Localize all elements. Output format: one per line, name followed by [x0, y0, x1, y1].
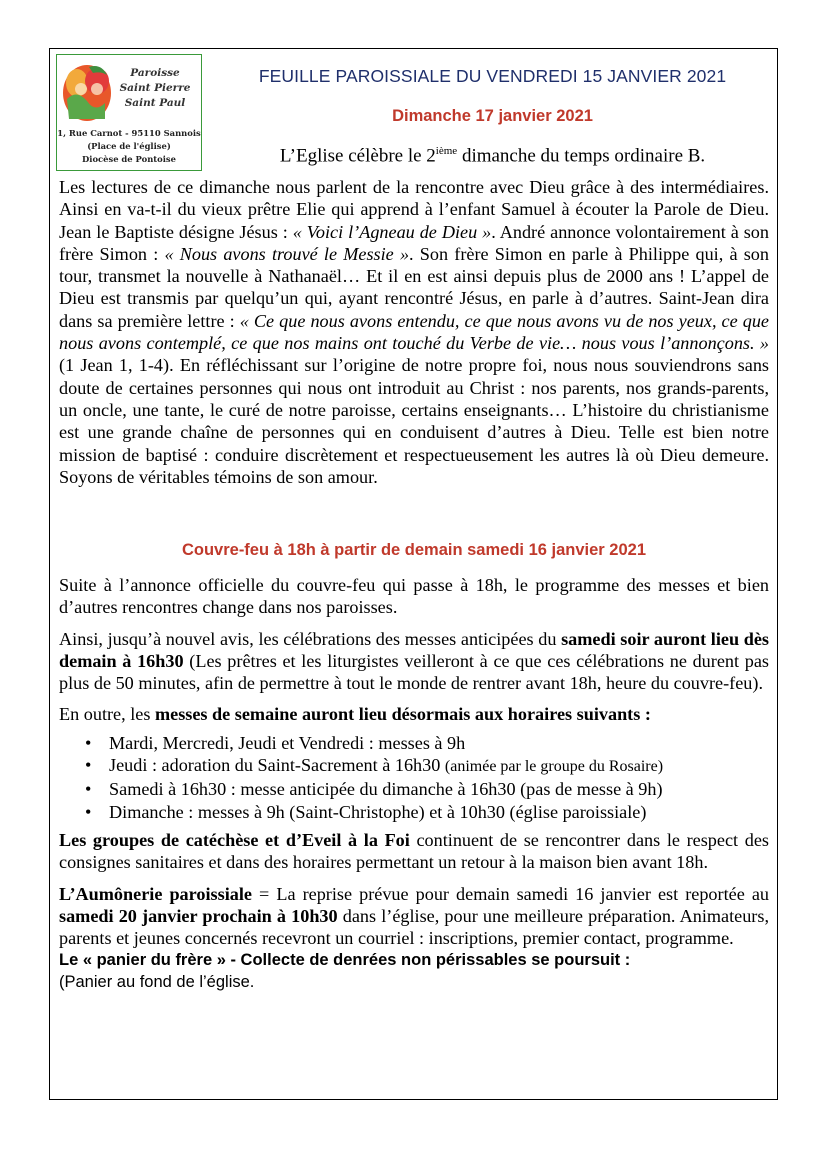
parish-address [57, 127, 201, 166]
chaplaincy-text-d: dans l’église, pour une meilleure préparation. Animateurs, parents et jeunes concernés recevront un courriel : inscriptions, premier contact, programme. [59, 905, 769, 949]
logo-line-3: Saint Paul [124, 97, 186, 109]
bullet-icon: • [85, 801, 92, 822]
intro-text-1: Les lectures de ce dimanche nous parlent de la rencontre avec Dieu grâce à des intermédiaires. Ainsi en va-t-il du vieux prêtre Elie qui apprend à l’enfant Samuel à écouter la Parole de Dieu. Jean le Baptiste désigne Jésus : [59, 177, 769, 242]
list-item [85, 732, 769, 754]
logo-line-1: Paroisse [130, 67, 180, 79]
chaplaincy-text-b: = La reprise prévue pour demain samedi 16 janvier est reportée au [251, 883, 769, 904]
list-item-note: (animée par le groupe du Rosaire) [444, 758, 664, 776]
parish-logo [56, 54, 202, 171]
address-line-1: 1, Rue Carnot - 95110 Sannois [57, 128, 201, 138]
chaplaincy-paragraph [59, 883, 769, 950]
curfew-para-3 [59, 703, 769, 725]
sunday-date: Dimanche 17 janvier 2021 [392, 107, 593, 125]
list-item [85, 754, 769, 778]
chaplaincy-bold: L’Aumônerie paroissiale [59, 883, 252, 904]
bullet-icon: • [85, 779, 92, 800]
food-collection-note: (Panier au fond de l’église. [59, 973, 255, 992]
catechesis-bold: Les groupes de catéchèse et d’Eveil à la Foi [59, 829, 410, 850]
list-item-text: Mardi, Mercredi, Jeudi et Vendredi : messes à 9h [109, 732, 466, 753]
curfew-para-1: Suite à l’annonce officielle du couvre-feu qui passe à 18h, le programme des messes et bien d’autres rencontres change dans nos paroisses. [59, 575, 769, 618]
subtitle-sup: ième [435, 145, 458, 157]
intro-text-4: (1 Jean 1, 1-4). En réfléchissant sur l’origine de notre propre foi, nous nous souviendrons sans doute de certaines personnes qui nous ont introduit au Christ : nos parents, nos grands-parents, un oncle, une tante, le curé de notre paroisse, certains enseignants… L’histoire du christianisme est une grande chaîne de personnes qui en conduisent d’autres à Dieu. Telle est bien notre mission de baptisé : conduire discrètement et respectueusement les autres là où Dieu demeure. Soyons de véritables témoins de son amour. [59, 355, 769, 487]
newsletter-title: FEUILLE PAROISSIALE DU VENDREDI 15 JANVIER 2021 [258, 66, 727, 86]
p3-text-a: En outre, les [59, 704, 155, 725]
quote-first-letter-john: « Ce que nous avons entendu, ce que nous avons vu de nos yeux, ce que nous avons contemplé, ce que nos mains ont touché du Verbe de vie… nous vous l’annonçons. » [59, 310, 769, 354]
list-item [85, 778, 769, 800]
catechesis-text: continuent de se rencontrer dans le respect des consignes sanitaires et dans des horaires permettant un retour à la maison bien avant 18h. [59, 829, 769, 873]
bullet-icon: • [85, 732, 92, 753]
list-item [85, 801, 769, 823]
parish-name [109, 66, 201, 111]
saints-illustration-icon [61, 59, 113, 123]
liturgy-subtitle [215, 145, 770, 167]
p3-bold: messes de semaine auront lieu désormais aux horaires suivants : [154, 704, 651, 725]
homily-paragraph [59, 176, 769, 488]
list-item-text: Dimanche : messes à 9h (Saint-Christophe) et à 10h30 (église paroissiale) [109, 801, 647, 822]
curfew-heading: Couvre-feu à 18h à partir de demain samedi 16 janvier 2021 [181, 541, 647, 559]
quote-lamb-of-god: « Voici l’Agneau de Dieu » [292, 221, 492, 242]
subtitle-pre: L’Eglise célèbre le 2 [279, 145, 436, 167]
p2-text-a: Ainsi, jusqu’à nouvel avis, les célébrations des messes anticipées du [59, 628, 562, 649]
intro-text-3: . Son frère Simon en parle à Philippe qui, à son tour, transmet la nouvelle à Nathanaël… Et il en est ainsi depuis plus de 2000 ans ! L’appel de Dieu est transmis par quelqu’un qui, ayant rencontré Jésus, en parle à d’autres. Saint-Jean dira dans sa première lettre : [59, 243, 769, 331]
logo-line-2: Saint Pierre [119, 82, 191, 94]
address-line-2: (Place de l'église) [87, 141, 171, 151]
curfew-section [59, 574, 769, 993]
curfew-para-2 [59, 628, 769, 695]
bullet-icon: • [85, 755, 92, 776]
chaplaincy-date-bold: samedi 20 janvier prochain à 10h30 [59, 905, 338, 926]
food-collection-heading: Le « panier du frère » - Collecte de denrées non périssables se poursuit : [59, 951, 631, 970]
subtitle-post: dimanche du temps ordinaire B. [457, 145, 706, 167]
p2-text-c: (Les prêtres et les liturgistes veilleront à ce que ces célébrations ne durent pas plus de 50 minutes, afin de permettre à tout le monde de rentrer avant 18h, heure du couvre-feu). [59, 650, 769, 694]
intro-text-2: . André annonce volontairement à son frère Simon : [59, 221, 769, 264]
mass-schedule-list [59, 732, 769, 823]
list-item-text: Samedi à 16h30 : messe anticipée du dimanche à 16h30 (pas de messe à 9h) [109, 779, 663, 800]
list-item-text: Jeudi : adoration du Saint-Sacrement à 16h30 [109, 755, 445, 776]
catechesis-paragraph [59, 829, 769, 874]
p2-bold: samedi soir auront lieu dès demain à 16h30 [59, 628, 769, 671]
address-line-3: Diocèse de Pontoise [82, 154, 176, 164]
quote-messiah: « Nous avons trouvé le Messie » [164, 243, 410, 264]
